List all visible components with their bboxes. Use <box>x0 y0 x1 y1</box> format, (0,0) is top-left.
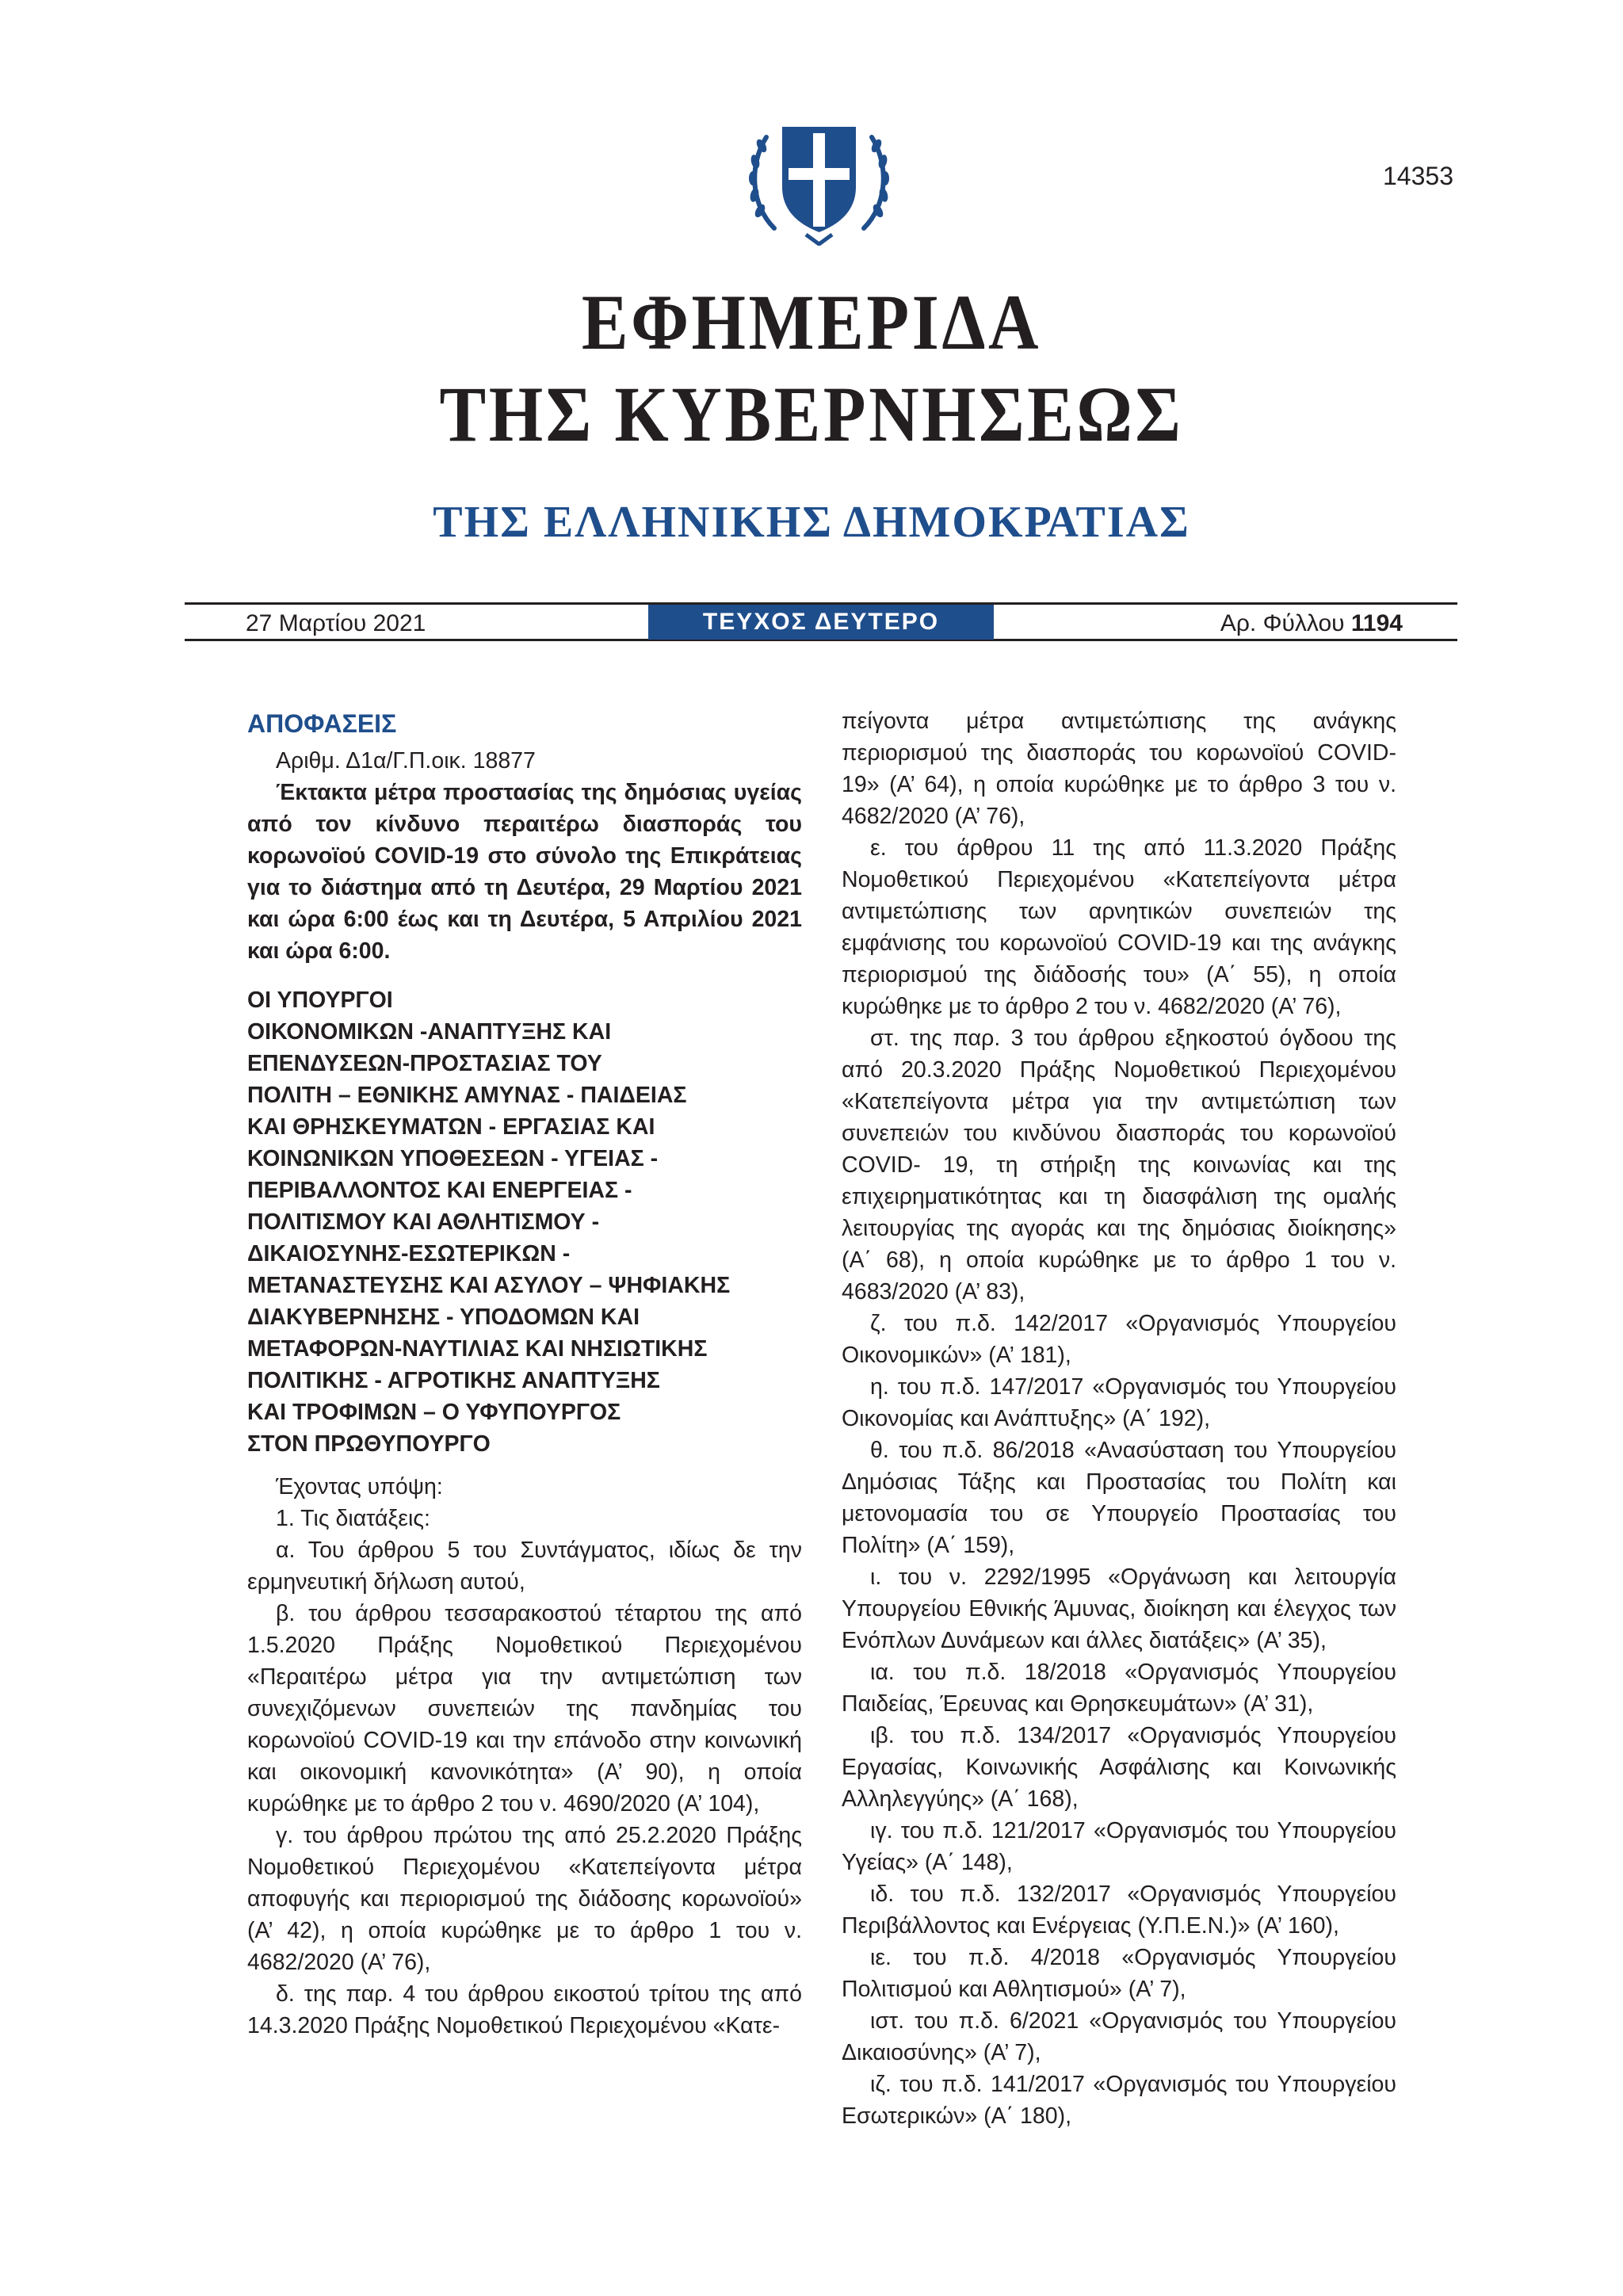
paragraph: δ. της παρ. 4 του άρθρου εικοστού τρίτου της από 14.3.2020 Πράξης Νομοθετικού Περιεχομένου «Κατε- <box>247 1981 802 2038</box>
decision-number: Αριθμ. Δ1α/Γ.Π.οικ. 18877 <box>276 748 536 774</box>
issue-date: 27 Μαρτίου 2021 <box>246 610 426 636</box>
page-number: 14353 <box>1383 162 1453 190</box>
ministers-line: ΠΟΛΙΤΗ – ΕΘΝΙΚΗΣ ΑΜΥΝΑΣ - ΠΑΙΔΕΙΑΣ <box>247 1083 687 1108</box>
ministers-line: ΠΕΡΙΒΑΛΛΟΝΤΟΣ ΚΑΙ ΕΝΕΡΓΕΙΑΣ - <box>247 1178 632 1203</box>
paragraph: ιστ. του π.δ. 6/2021 «Οργανισμός του Υπουργείου Δικαιοσύνης» (Α’ 7), <box>842 2008 1396 2065</box>
paragraph: 1. Τις διατάξεις: <box>276 1506 430 1531</box>
paragraph: θ. του π.δ. 86/2018 «Ανασύσταση του Υπουργείου Δημόσιας Τάξης και Προστασίας του Πολίτη και μετονομασία του σε Υπουργείο Προστασίας του Πολίτη» (Α΄ 159), <box>842 1438 1396 1558</box>
left-column <box>247 705 802 2042</box>
ministers-line: ΕΠΕΝΔΥΣΕΩΝ-ΠΡΟΣΤΑΣΙΑΣ ΤΟΥ <box>247 1051 602 1076</box>
ministers-line: ΚΑΙ ΘΡΗΣΚΕΥΜΑΤΩΝ - ΕΡΓΑΣΙΑΣ ΚΑΙ <box>247 1114 655 1140</box>
masthead-subtitle: ΤΗΣ ΚΥΒΕΡΝΗΣΕΩΣ <box>439 370 1184 458</box>
paragraph: ιγ. του π.δ. 121/2017 «Οργανισμός του Υπουργείου Υγείας» (Α΄ 148), <box>842 1818 1396 1875</box>
paragraph: α. Του άρθρου 5 του Συντάγματος, ιδίως δε την ερμηνευτική δήλωση αυτού, <box>247 1538 802 1595</box>
ministers-line: ΠΟΛΙΤΙΚΗΣ - ΑΓΡΟΤΙΚΗΣ ΑΝΑΠΤΥΞΗΣ <box>247 1368 660 1393</box>
decision-title: Έκτακτα μέτρα προστασίας της δημόσιας υγείας από τον κίνδυνο περαιτέρω διασποράς του κορωνοϊού COVID-19 στο σύνολο της Επικράτειας για το διάστημα από τη Δευτέρα, 29 Μαρτίου 2021 και ώρα 6:00 έως και τη Δευτέρα, 5 Απριλίου 2021 και ώρα 6:00. <box>247 780 802 964</box>
ministers-line: ΜΕΤΑΦΟΡΩΝ-ΝΑΥΤΙΛΙΑΣ ΚΑΙ ΝΗΣΙΩΤΙΚΗΣ <box>247 1336 708 1362</box>
paragraph: γ. του άρθρου πρώτου της από 25.2.2020 Πράξης Νομοθετικού Περιεχομένου «Κατεπείγοντα μέτρα αποφυγής και περιορισμού της διάδοσης κορωνοϊού» (Α’ 42), η οποία κυρώθηκε με το άρθρο 1 του ν. 4682/2020 (Α’ 76), <box>247 1823 802 1975</box>
ministers-line: ΔΙΑΚΥΒΕΡΝΗΣΗΣ - ΥΠΟΔΟΜΩΝ ΚΑΙ <box>247 1305 640 1330</box>
ministers-heading <box>247 984 802 1460</box>
sheet-number-value: 1194 <box>1350 610 1403 636</box>
ministers-line: ΔΙΚΑΙΟΣΥΝΗΣ-ΕΣΩΤΕΡΙΚΩΝ - <box>247 1241 571 1266</box>
paragraph: η. του π.δ. 147/2017 «Οργανισμός του Υπουργείου Οικονομίας και Ανάπτυξης» (Α΄ 192), <box>842 1374 1396 1431</box>
ministers-line: ΟΙ ΥΠΟΥΡΓΟΙ <box>247 988 393 1013</box>
paragraph: ι. του ν. 2292/1995 «Οργάνωση και λειτουργία Υπουργείου Εθνικής Άμυνας, διοίκηση και έλεγχος των Ενόπλων Δυνάμεων και άλλες διατάξεις» (Α’ 35), <box>842 1564 1396 1653</box>
paragraph: β. του άρθρου τεσσαρακοστού τέταρτου της από 1.5.2020 Πράξης Νομοθετικού Περιεχομένου «Περαιτέρω μέτρα για την αντιμετώπιση των συνεχιζόμενων συνεπειών της πανδημίας του κορωνοϊού COVID-19 και την επάνοδο στην κοινωνική και οικονομική κανονικότητα» (Α’ 90), η οποία κυρώθηκε με το άρθρο 2 του ν. 4690/2020 (Α’ 104), <box>247 1601 802 1817</box>
ministers-line: ΟΙΚΟΝΟΜΙΚΩΝ -ΑΝΑΠΤΥΞΗΣ ΚΑΙ <box>247 1019 612 1045</box>
paragraph: ια. του π.δ. 18/2018 «Οργανισμός Υπουργείου Παιδείας, Έρευνας και Θρησκευμάτων» (Α’ 31), <box>842 1660 1396 1717</box>
issue-badge: ΤΕΥΧΟΣ ΔΕΥΤΕΡΟ <box>648 605 994 640</box>
right-column <box>842 705 1396 2132</box>
ministers-line: ΣΤΟΝ ΠΡΩΘΥΠΟΥΡΓΟ <box>247 1431 491 1457</box>
ministers-line: ΚΑΙ ΤΡΟΦΙΜΩΝ – Ο ΥΦΥΠΟΥΡΓΟΣ <box>247 1400 621 1425</box>
section-title: ΑΠΟΦΑΣΕΙΣ <box>247 709 397 738</box>
masthead-title: ΕΦΗΜΕΡΙΔΑ <box>581 278 1042 366</box>
paragraph: ιβ. του π.δ. 134/2017 «Οργανισμός Υπουργείου Εργασίας, Κοινωνικής Ασφάλισης και Κοινωνικής Αλληλεγγύης» (Α΄ 168), <box>842 1723 1396 1812</box>
paragraph: ιε. του π.δ. 4/2018 «Οργανισμός Υπουργείου Πολιτισμού και Αθλητισμού» (Α’ 7), <box>842 1945 1396 2002</box>
paragraph: Έχοντας υπόψη: <box>276 1474 443 1499</box>
paragraph: ζ. του π.δ. 142/2017 «Οργανισμός Υπουργείου Οικονομικών» (Α’ 181), <box>842 1311 1396 1368</box>
paragraph: ιδ. του π.δ. 132/2017 «Οργανισμός Υπουργείου Περιβάλλοντος και Ενέργειας (Υ.Π.Ε.Ν.)» (Α’ 160), <box>842 1881 1396 1939</box>
ministers-line: ΚΟΙΝΩΝΙΚΩΝ ΥΠΟΘΕΣΕΩΝ - ΥΓΕΙΑΣ - <box>247 1146 659 1171</box>
paragraph-continuation: πείγοντα μέτρα αντιμετώπισης της ανάγκης περιορισμού της διασποράς του κορωνοϊού COVID-19» (Α’ 64), η οποία κυρώθηκε με το άρθρο 3 του ν. 4682/2020 (Α’ 76), <box>842 709 1396 829</box>
sheet-number <box>1205 609 1403 639</box>
ministers-line: ΠΟΛΙΤΙΣΜΟΥ ΚΑΙ ΑΘΛΗΤΙΣΜΟΥ - <box>247 1209 600 1235</box>
paragraph: στ. της παρ. 3 του άρθρου εξηκοστού όγδοου της από 20.3.2020 Πράξης Νομοθετικού Περιεχομένου «Κατεπείγοντα μέτρα για την αντιμετώπιση των συνεπειών του κινδύνου διασποράς του κορωνοϊού COVID- 19, τη στήριξη της κοινωνίας και της επιχειρηματικότητας και τη διασφάλιση της ομαλής λειτουργίας της αγοράς και της δημόσιας διοίκησης» (Α΄ 68), η οποία κυρώθηκε με το άρθρο 1 του ν. 4683/2020 (Α’ 83), <box>842 1026 1396 1305</box>
ministers-line: ΜΕΤΑΝΑΣΤΕΥΣΗΣ ΚΑΙ ΑΣΥΛΟΥ – ΨΗΦΙΑΚΗΣ <box>247 1273 731 1298</box>
paragraph: ε. του άρθρου 11 της από 11.3.2020 Πράξης Νομοθετικού Περιεχομένου «Κατεπείγοντα μέτρα αντιμετώπισης των αρνητικών συνεπειών της εμφάνισης του κορωνοϊού COVID-19 και της ανάγκης περιορισμού της διάδοσής του» (Α΄ 55), η οποία κυρώθηκε με το άρθρο 2 του ν. 4682/2020 (Α’ 76), <box>842 835 1396 1019</box>
masthead-republic: ΤΗΣ ΕΛΛΗΝΙΚΗΣ ΔΗΜΟΚΡΑΤΙΑΣ <box>433 498 1190 547</box>
greek-coat-of-arms-icon <box>743 109 896 246</box>
sheet-number-label: Αρ. Φύλλου <box>1220 610 1345 636</box>
paragraph: ιζ. του π.δ. 141/2017 «Οργανισμός του Υπουργείου Εσωτερικών» (Α΄ 180), <box>842 2072 1396 2129</box>
